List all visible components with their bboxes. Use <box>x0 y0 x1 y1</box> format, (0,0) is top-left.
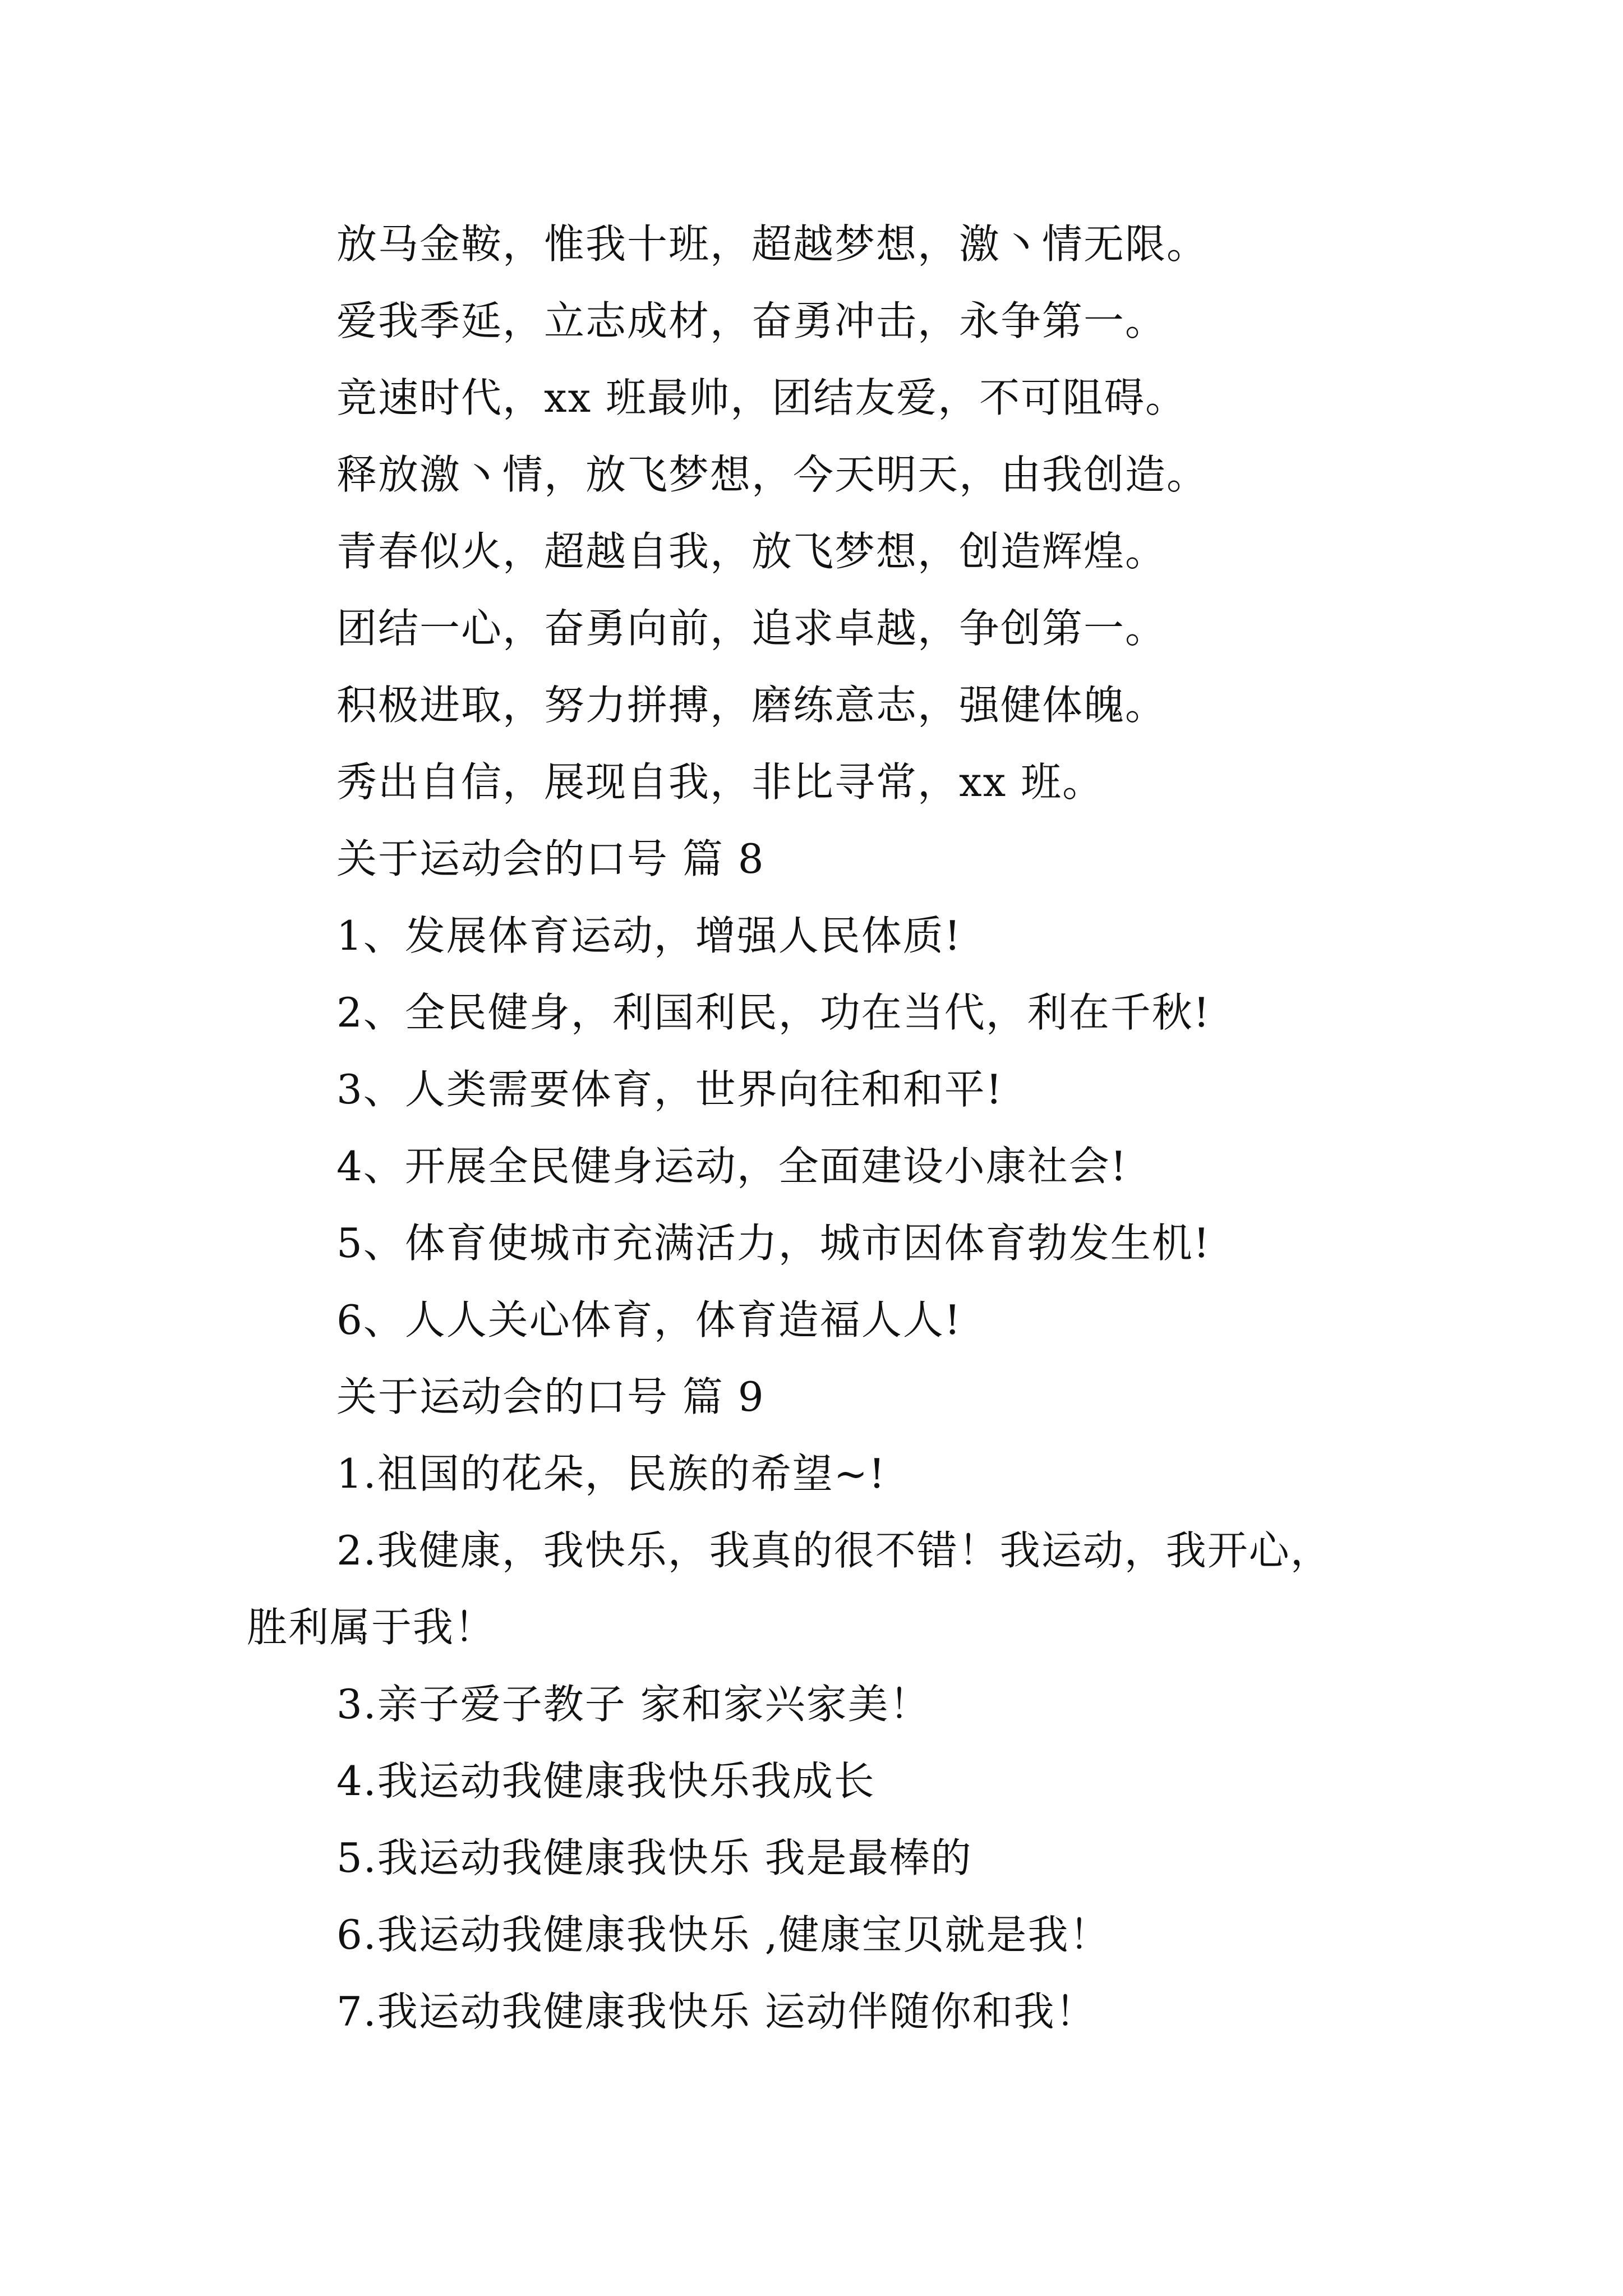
text-line-12: 4、开展全民健身运动，全面建设小康社会! <box>336 1143 1128 1190</box>
text-line-19: 5.我运动我健康我快乐 我是最棒的 <box>336 1834 972 1881</box>
text-line-15: 1.祖国的花朵，民族的希望~! <box>336 1450 886 1497</box>
text-line-11: 3、人类需要体育，世界向往和和平! <box>336 1066 1003 1113</box>
text-line-3: 竞速时代，xx 班最帅，团结友爱，不可阻碍。 <box>336 374 1187 421</box>
text-line-14: 6、人人关心体育，体育造福人人! <box>336 1296 962 1343</box>
text-line-4: 释放激丶情，放飞梦想，今天明天，由我创造。 <box>336 451 1209 498</box>
text-line-16-continuation: 胜利属于我！ <box>247 1604 496 1651</box>
text-line-18: 4.我运动我健康我快乐我成长 <box>336 1757 875 1805</box>
text-line-6: 团结一心，奋勇向前，追求卓越，争创第一。 <box>336 605 1167 652</box>
section-heading-9: 关于运动会的口号 篇 9 <box>336 1373 765 1420</box>
text-line-13: 5、体育使城市充满活力，城市因体育勃发生机! <box>336 1220 1211 1267</box>
text-line-5: 青春似火，超越自我，放飞梦想，创造辉煌。 <box>336 528 1167 575</box>
section-heading-8: 关于运动会的口号 篇 8 <box>336 835 765 882</box>
text-line-21: 7.我运动我健康我快乐 运动伴随你和我！ <box>336 1988 1097 2035</box>
text-line-9: 1、发展体育运动，增强人民体质! <box>336 912 962 959</box>
text-line-2: 爱我季延，立志成材，奋勇冲击，永争第一。 <box>336 297 1167 344</box>
text-line-7: 积极进取，努力拼搏，磨练意志，强健体魄。 <box>336 682 1167 729</box>
text-line-16: 2.我健康，我快乐，我真的很不错！我运动，我开心， <box>336 1527 1332 1574</box>
text-line-8: 秀出自信，展现自我，非比寻常，xx 班。 <box>336 758 1104 806</box>
text-line-10: 2、全民健身，利国利民，功在当代，利在千秋! <box>336 989 1211 1036</box>
text-line-17: 3.亲子爱子教子 家和家兴家美！ <box>336 1681 931 1728</box>
text-line-1: 放马金鞍，惟我十班，超越梦想，激丶情无限。 <box>336 220 1209 268</box>
text-line-20: 6.我运动我健康我快乐 ,健康宝贝就是我！ <box>336 1911 1111 1958</box>
